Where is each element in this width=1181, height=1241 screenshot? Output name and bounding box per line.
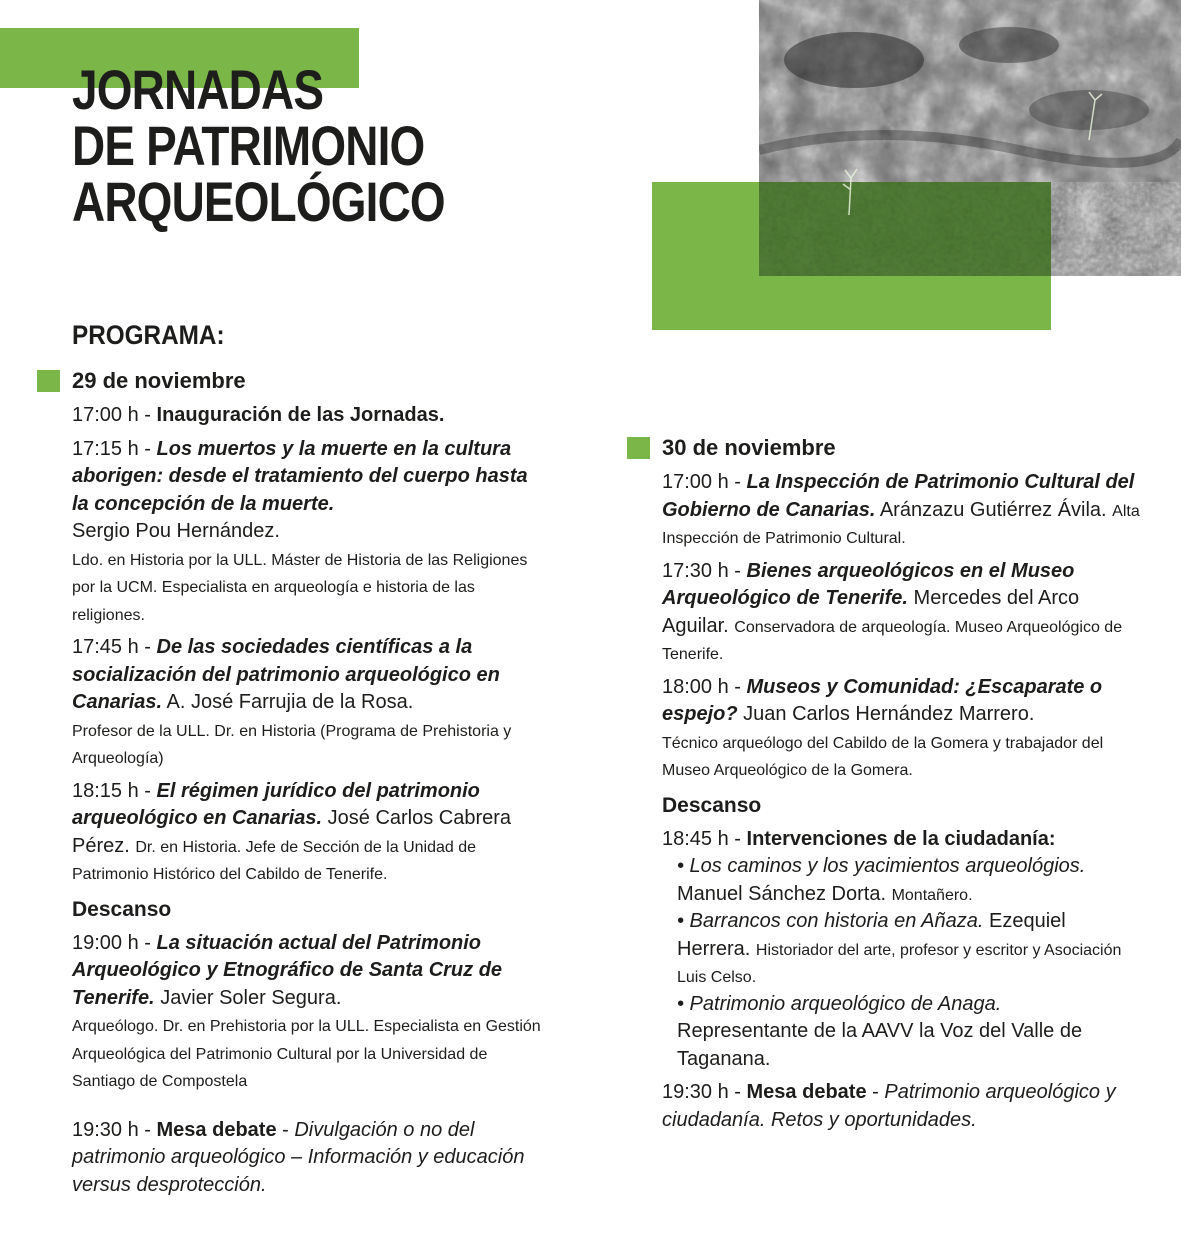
speaker-bio: Técnico arqueólogo del Cabildo de la Gomera y trabajador del Museo Arqueológico de la Gomera. [662,734,1104,779]
page-title: JORNADAS DE PATRIMONIO ARQUEOLÓGICO [72,58,445,233]
session-item: 17:45 h - De las sociedades científicas a la socialización del patrimonio arqueológico en Canarias. A. José Farrujia de la Rosa. Profesor de la ULL. Dr. en Historia (Programa de Prehistoria y Arqueología) [72,636,512,767]
session-item: 17:00 h - Inauguración de las Jornadas. [72,404,445,426]
session-item: 18:15 h - El régimen jurídico del patrimonio arqueológico en Canarias. José Carlos Cabrera Pérez. Dr. en Historia. Jefe de Sección de la Unidad de Patrimonio Histórico del Cabildo de Tenerife. [72,779,512,883]
speaker-bio: Ldo. en Historia por la ULL. Máster de Historia de las Religiones por la UCM. Especialista en arqueología e historia de las religiones. [72,551,528,624]
speaker-name: Aránzazu Gutiérrez Ávila. [879,498,1107,521]
break-label: Descanso [72,897,172,921]
speaker-name: Sergio Pou Hernández. [72,520,280,542]
session-item: 18:00 h - Museos y Comunidad: ¿Escaparate o espejo? Juan Carlos Hernández Marrero. Técnico arqueólogo del Cabildo de la Gomera y trabajador del Museo Arqueológico de la Gomera. [662,675,1104,779]
speaker-name: Ezequiel Herrera. [677,910,1066,960]
day2-heading: 30 de noviembre [662,433,1142,463]
archaeological-site-photo [759,0,1181,276]
day1-heading: 29 de noviembre [72,366,547,396]
session-item: 17:15 h - Los muertos y la muerte en la cultura aborigen: desde el tratamiento del cuerpo hasta la concepción de la muerte. Sergio Pou Hernández. Ldo. en Historia por la ULL. Máster de Historia de las Religiones por la UCM. Especialista en arqueología e historia de las religiones. [72,437,528,624]
speaker-bio: Dr. en Historia. Jefe de Sección de la Unidad de Patrimonio Histórico del Cabildo de Tenerife. [72,838,477,883]
day1-column [72,366,547,1205]
speaker-bio: Profesor de la ULL. Dr. en Historia (Programa de Prehistoria y Arqueología) [72,722,512,767]
day2-column [662,433,1142,1140]
speaker-bio: Alta Inspección de Patrimonio Cultural. [662,502,1140,547]
citizen-intervention: • Los caminos y los yacimientos arqueológios. Manuel Sánchez Dorta. Montañero. [677,855,1086,905]
session-item: 18:45 h - Intervenciones de la ciudadanía: • Los caminos y los yacimientos arqueológios. Manuel Sánchez Dorta. Montañero. • Barrancos con historia en Añaza. Ezequiel Herrera. Historiador del arte, profesor y escritor y Asociación Luis Celso. • Patrimonio arqueológico de Anaga. Representante de la AAVV la Voz del Valle de Taganana. [662,826,1142,1074]
session-item: 17:00 h - La Inspección de Patrimonio Cultural del Gobierno de Canarias. Aránzazu Gutiérrez Ávila. Alta Inspección de Patrimonio Cultural. [662,471,1140,547]
speaker-bio: Conservadora de arqueología. Museo Arqueológico de Tenerife. [662,618,1123,663]
round-table-item: 19:30 h - Mesa debate - Patrimonio arqueológico y ciudadanía. Retos y oportunidades. [662,1081,1116,1131]
session-item: 19:00 h - La situación actual del Patrimonio Arqueológico y Etnográfico de Santa Cruz de Tenerife. Javier Soler Segura. Arqueólogo. Dr. en Prehistoria por la ULL. Especialista en Gestión Arqueológica del Patrimonio Cultural por la Universidad de Santiago de Compostela [72,931,541,1090]
speaker-name: Juan Carlos Hernández Marrero. [743,703,1035,725]
speaker-name: Manuel Sánchez Dorta. [677,882,887,905]
citizen-intervention: • Patrimonio arqueológico de Anaga. Representante de la AAVV la Voz del Valle de Taganana. [677,992,1083,1070]
day-marker-square [37,370,60,392]
speaker-bio: Montañero. [891,886,973,904]
session-item: 17:30 h - Bienes arqueológicos en el Museo Arqueológico de Tenerife. Mercedes del Arco Aguilar. Conservadora de arqueología. Museo Arqueológico de Tenerife. [662,559,1123,663]
day-marker-square [627,437,650,459]
speaker-bio: Historiador del arte, profesor y escritor y Asociación Luis Celso. [677,941,1122,986]
speaker-bio: Arqueólogo. Dr. en Prehistoria por la ULL. Especialista en Gestión Arqueológica del Patrimonio Cultural por la Universidad de Santiago de Compostela [72,1018,541,1090]
speaker-name: Mercedes del Arco Aguilar. [662,587,1080,637]
citizen-intervention: • Barrancos con historia en Añaza. Ezequiel Herrera. Historiador del arte, profesor y escritor y Asociación Luis Celso. [677,910,1122,986]
program-heading: PROGRAMA: [72,320,225,350]
speaker-name: A. José Farrujia de la Rosa. [166,691,414,713]
speaker-name: Javier Soler Segura. [160,986,342,1009]
speaker-name: José Carlos Cabrera Pérez. [72,807,512,857]
break-label: Descanso [662,793,762,817]
speaker-name: Representante de la AAVV la Voz del Valle de Taganana. [677,1020,1083,1070]
round-table-item: 19:30 h - Mesa debate - Divulgación o no del patrimonio arqueológico – Información y educación versus desprotección. [72,1118,525,1196]
